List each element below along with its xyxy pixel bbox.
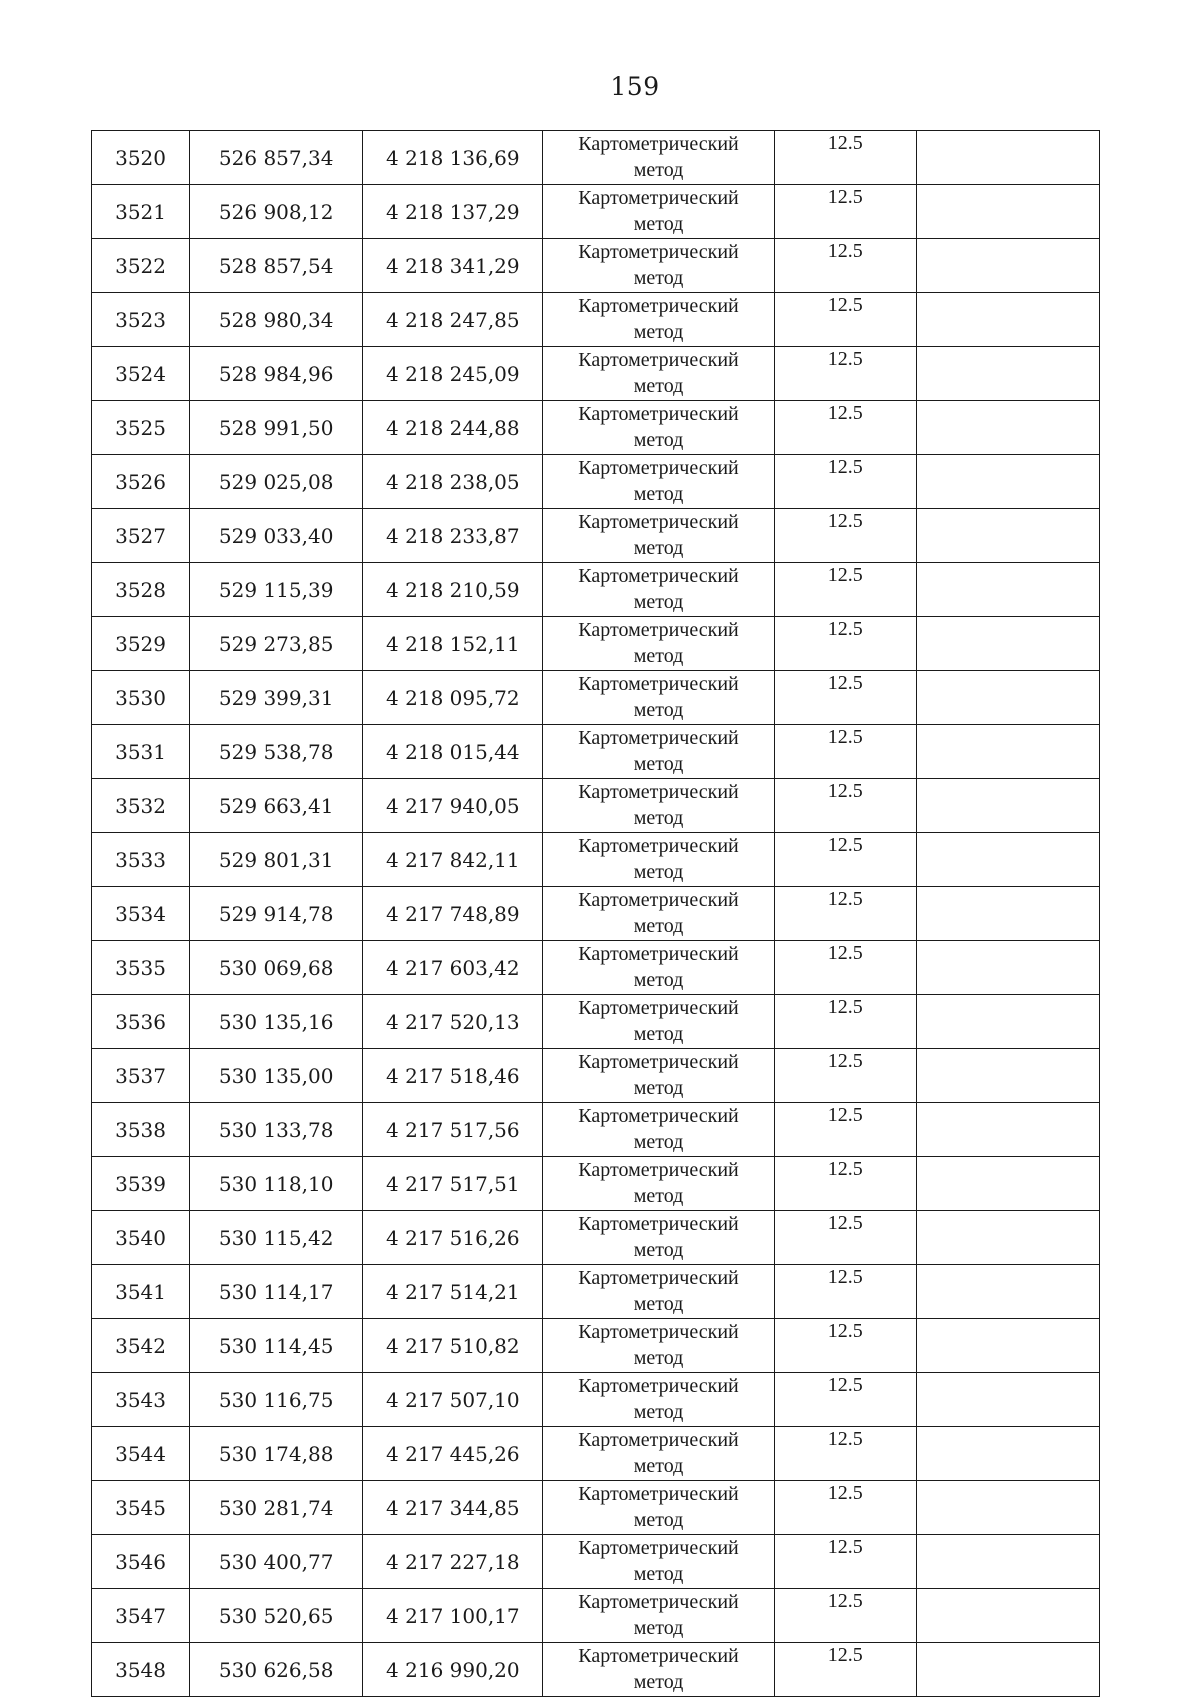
- x-coordinate-cell: 530 174,88: [190, 1427, 363, 1481]
- method-cell: [543, 887, 774, 941]
- y-coordinate-cell: 4 217 507,10: [363, 1373, 543, 1427]
- method-cell: [543, 185, 774, 239]
- page-number: 159: [610, 72, 660, 101]
- x-coordinate-cell: 529 115,39: [190, 563, 363, 617]
- table-row: [92, 617, 1100, 671]
- y-coordinate-cell: 4 218 210,59: [363, 563, 543, 617]
- method-cell: [543, 1103, 774, 1157]
- method-cell: [543, 1643, 774, 1697]
- method-cell: [543, 563, 774, 617]
- x-coordinate-cell: 529 663,41: [190, 779, 363, 833]
- y-coordinate-cell: 4 217 842,11: [363, 833, 543, 887]
- method-line-1: Картометрический: [578, 511, 739, 533]
- y-coordinate-cell: 4 217 518,46: [363, 1049, 543, 1103]
- note-cell: [916, 833, 1099, 887]
- method-line-1: Картометрический: [578, 1105, 739, 1127]
- method-cell: [543, 1049, 774, 1103]
- method-line-1: Картометрический: [578, 889, 739, 911]
- method-line-1: Картометрический: [578, 673, 739, 695]
- note-cell: [916, 1643, 1099, 1697]
- accuracy-cell: 12.5: [774, 563, 916, 617]
- table-row: [92, 671, 1100, 725]
- method-cell: [543, 239, 774, 293]
- method-line-1: Картометрический: [578, 187, 739, 209]
- table-row: [92, 779, 1100, 833]
- note-cell: [916, 995, 1099, 1049]
- point-number-cell: 3533: [92, 833, 190, 887]
- x-coordinate-cell: 529 399,31: [190, 671, 363, 725]
- y-coordinate-cell: 4 217 517,51: [363, 1157, 543, 1211]
- y-coordinate-cell: 4 218 247,85: [363, 293, 543, 347]
- x-coordinate-cell: 530 069,68: [190, 941, 363, 995]
- method-line-1: Картометрический: [578, 1429, 739, 1451]
- table-row: [92, 1427, 1100, 1481]
- y-coordinate-cell: 4 217 520,13: [363, 995, 543, 1049]
- method-cell: [543, 671, 774, 725]
- x-coordinate-cell: 526 857,34: [190, 131, 363, 185]
- accuracy-cell: 12.5: [774, 1157, 916, 1211]
- point-number-cell: 3538: [92, 1103, 190, 1157]
- table-row: [92, 941, 1100, 995]
- note-cell: [916, 1427, 1099, 1481]
- y-coordinate-cell: 4 218 238,05: [363, 455, 543, 509]
- note-cell: [916, 1535, 1099, 1589]
- point-number-cell: 3523: [92, 293, 190, 347]
- x-coordinate-cell: 530 520,65: [190, 1589, 363, 1643]
- method-line-1: Картометрический: [578, 1483, 739, 1505]
- point-number-cell: 3539: [92, 1157, 190, 1211]
- point-number-cell: 3548: [92, 1643, 190, 1697]
- note-cell: [916, 131, 1099, 185]
- method-line-1: Картометрический: [578, 457, 739, 479]
- point-number-cell: 3545: [92, 1481, 190, 1535]
- note-cell: [916, 401, 1099, 455]
- x-coordinate-cell: 530 115,42: [190, 1211, 363, 1265]
- accuracy-cell: 12.5: [774, 509, 916, 563]
- point-number-cell: 3520: [92, 131, 190, 185]
- point-number-cell: 3521: [92, 185, 190, 239]
- table-row: [92, 833, 1100, 887]
- method-cell: [543, 1211, 774, 1265]
- accuracy-cell: 12.5: [774, 1319, 916, 1373]
- table-row: [92, 1049, 1100, 1103]
- accuracy-cell: 12.5: [774, 1049, 916, 1103]
- note-cell: [916, 563, 1099, 617]
- method-line-1: Картометрический: [578, 295, 739, 317]
- accuracy-cell: 12.5: [774, 617, 916, 671]
- accuracy-cell: 12.5: [774, 293, 916, 347]
- point-number-cell: 3525: [92, 401, 190, 455]
- point-number-cell: 3526: [92, 455, 190, 509]
- x-coordinate-cell: 529 273,85: [190, 617, 363, 671]
- method-line-1: Картометрический: [578, 727, 739, 749]
- point-number-cell: 3529: [92, 617, 190, 671]
- table-row: [92, 1373, 1100, 1427]
- x-coordinate-cell: 530 118,10: [190, 1157, 363, 1211]
- method-line-1: Картометрический: [578, 133, 739, 155]
- method-line-2: метод: [633, 159, 684, 181]
- method-line-2: метод: [633, 915, 684, 937]
- method-line-1: Картометрический: [578, 1321, 739, 1343]
- table-row: [92, 1643, 1100, 1697]
- method-cell: [543, 455, 774, 509]
- note-cell: [916, 1319, 1099, 1373]
- method-line-2: метод: [633, 753, 684, 775]
- point-number-cell: 3524: [92, 347, 190, 401]
- x-coordinate-cell: 530 135,00: [190, 1049, 363, 1103]
- x-coordinate-cell: 528 984,96: [190, 347, 363, 401]
- method-cell: [543, 347, 774, 401]
- method-line-2: метод: [633, 213, 684, 235]
- point-number-cell: 3544: [92, 1427, 190, 1481]
- coordinates-table-body: [92, 131, 1100, 1697]
- method-line-2: метод: [633, 591, 684, 613]
- accuracy-cell: 12.5: [774, 995, 916, 1049]
- method-cell: [543, 509, 774, 563]
- method-line-2: метод: [633, 537, 684, 559]
- method-cell: [543, 1481, 774, 1535]
- x-coordinate-cell: 530 281,74: [190, 1481, 363, 1535]
- x-coordinate-cell: 528 980,34: [190, 293, 363, 347]
- y-coordinate-cell: 4 217 514,21: [363, 1265, 543, 1319]
- x-coordinate-cell: 530 114,45: [190, 1319, 363, 1373]
- x-coordinate-cell: 530 114,17: [190, 1265, 363, 1319]
- method-line-2: метод: [633, 1455, 684, 1477]
- y-coordinate-cell: 4 218 136,69: [363, 131, 543, 185]
- table-row: [92, 293, 1100, 347]
- table-row: [92, 1265, 1100, 1319]
- accuracy-cell: 12.5: [774, 239, 916, 293]
- accuracy-cell: 12.5: [774, 941, 916, 995]
- table-row: [92, 563, 1100, 617]
- y-coordinate-cell: 4 217 227,18: [363, 1535, 543, 1589]
- point-number-cell: 3546: [92, 1535, 190, 1589]
- y-coordinate-cell: 4 218 341,29: [363, 239, 543, 293]
- y-coordinate-cell: 4 217 516,26: [363, 1211, 543, 1265]
- x-coordinate-cell: 526 908,12: [190, 185, 363, 239]
- x-coordinate-cell: 530 133,78: [190, 1103, 363, 1157]
- accuracy-cell: 12.5: [774, 1643, 916, 1697]
- method-cell: [543, 725, 774, 779]
- y-coordinate-cell: 4 217 940,05: [363, 779, 543, 833]
- method-line-1: Картометрический: [578, 403, 739, 425]
- method-cell: [543, 1319, 774, 1373]
- point-number-cell: 3540: [92, 1211, 190, 1265]
- x-coordinate-cell: 530 135,16: [190, 995, 363, 1049]
- accuracy-cell: 12.5: [774, 1427, 916, 1481]
- method-cell: [543, 1373, 774, 1427]
- table-row: [92, 725, 1100, 779]
- method-line-2: метод: [633, 969, 684, 991]
- note-cell: [916, 347, 1099, 401]
- method-line-2: метод: [633, 1185, 684, 1207]
- note-cell: [916, 1103, 1099, 1157]
- note-cell: [916, 509, 1099, 563]
- note-cell: [916, 293, 1099, 347]
- table-row: [92, 1211, 1100, 1265]
- table-row: [92, 1157, 1100, 1211]
- note-cell: [916, 941, 1099, 995]
- method-line-2: метод: [633, 1023, 684, 1045]
- note-cell: [916, 1373, 1099, 1427]
- method-cell: [543, 1535, 774, 1589]
- table-row: [92, 1481, 1100, 1535]
- accuracy-cell: 12.5: [774, 131, 916, 185]
- method-cell: [543, 1589, 774, 1643]
- accuracy-cell: 12.5: [774, 455, 916, 509]
- method-line-1: Картометрический: [578, 349, 739, 371]
- accuracy-cell: 12.5: [774, 401, 916, 455]
- point-number-cell: 3542: [92, 1319, 190, 1373]
- method-line-2: метод: [633, 1617, 684, 1639]
- point-number-cell: 3531: [92, 725, 190, 779]
- method-line-1: Картометрический: [578, 1159, 739, 1181]
- method-line-2: метод: [633, 483, 684, 505]
- y-coordinate-cell: 4 218 245,09: [363, 347, 543, 401]
- note-cell: [916, 455, 1099, 509]
- accuracy-cell: 12.5: [774, 1481, 916, 1535]
- x-coordinate-cell: 529 033,40: [190, 509, 363, 563]
- x-coordinate-cell: 530 626,58: [190, 1643, 363, 1697]
- accuracy-cell: 12.5: [774, 1103, 916, 1157]
- point-number-cell: 3527: [92, 509, 190, 563]
- y-coordinate-cell: 4 217 100,17: [363, 1589, 543, 1643]
- table-row: [92, 1319, 1100, 1373]
- method-line-2: метод: [633, 1131, 684, 1153]
- note-cell: [916, 239, 1099, 293]
- method-line-2: метод: [633, 1563, 684, 1585]
- y-coordinate-cell: 4 218 233,87: [363, 509, 543, 563]
- method-cell: [543, 617, 774, 671]
- y-coordinate-cell: 4 218 244,88: [363, 401, 543, 455]
- table-row: [92, 1103, 1100, 1157]
- table-row: [92, 131, 1100, 185]
- table-row: [92, 185, 1100, 239]
- method-line-2: метод: [633, 861, 684, 883]
- accuracy-cell: 12.5: [774, 833, 916, 887]
- method-line-2: метод: [633, 1293, 684, 1315]
- note-cell: [916, 1481, 1099, 1535]
- accuracy-cell: 12.5: [774, 347, 916, 401]
- y-coordinate-cell: 4 216 990,20: [363, 1643, 543, 1697]
- x-coordinate-cell: 529 538,78: [190, 725, 363, 779]
- note-cell: [916, 617, 1099, 671]
- y-coordinate-cell: 4 217 445,26: [363, 1427, 543, 1481]
- method-line-1: Картометрический: [578, 1591, 739, 1613]
- accuracy-cell: 12.5: [774, 671, 916, 725]
- method-line-1: Картометрический: [578, 781, 739, 803]
- y-coordinate-cell: 4 218 137,29: [363, 185, 543, 239]
- point-number-cell: 3543: [92, 1373, 190, 1427]
- table-row: [92, 1535, 1100, 1589]
- method-line-1: Картометрический: [578, 1375, 739, 1397]
- method-cell: [543, 1265, 774, 1319]
- note-cell: [916, 779, 1099, 833]
- table-row: [92, 509, 1100, 563]
- method-cell: [543, 401, 774, 455]
- point-number-cell: 3522: [92, 239, 190, 293]
- method-line-1: Картометрический: [578, 1537, 739, 1559]
- method-cell: [543, 131, 774, 185]
- method-line-2: метод: [633, 429, 684, 451]
- method-line-2: метод: [633, 1347, 684, 1369]
- method-line-1: Картометрический: [578, 241, 739, 263]
- table-row: [92, 995, 1100, 1049]
- method-line-1: Картометрический: [578, 1267, 739, 1289]
- note-cell: [916, 1589, 1099, 1643]
- x-coordinate-cell: 530 400,77: [190, 1535, 363, 1589]
- method-cell: [543, 293, 774, 347]
- method-line-2: метод: [633, 1077, 684, 1099]
- note-cell: [916, 1265, 1099, 1319]
- method-line-1: Картометрический: [578, 943, 739, 965]
- point-number-cell: 3536: [92, 995, 190, 1049]
- point-number-cell: 3534: [92, 887, 190, 941]
- method-line-1: Картометрический: [578, 1213, 739, 1235]
- point-number-cell: 3528: [92, 563, 190, 617]
- y-coordinate-cell: 4 218 152,11: [363, 617, 543, 671]
- method-line-1: Картометрический: [578, 565, 739, 587]
- method-line-2: метод: [633, 321, 684, 343]
- x-coordinate-cell: 529 914,78: [190, 887, 363, 941]
- point-number-cell: 3535: [92, 941, 190, 995]
- note-cell: [916, 1211, 1099, 1265]
- table-row: [92, 401, 1100, 455]
- point-number-cell: 3541: [92, 1265, 190, 1319]
- x-coordinate-cell: 528 991,50: [190, 401, 363, 455]
- method-cell: [543, 779, 774, 833]
- point-number-cell: 3530: [92, 671, 190, 725]
- table-row: [92, 455, 1100, 509]
- y-coordinate-cell: 4 218 095,72: [363, 671, 543, 725]
- table-row: [92, 239, 1100, 293]
- y-coordinate-cell: 4 217 603,42: [363, 941, 543, 995]
- method-line-2: метод: [633, 375, 684, 397]
- coordinates-table: [91, 130, 1100, 1697]
- y-coordinate-cell: 4 217 510,82: [363, 1319, 543, 1373]
- y-coordinate-cell: 4 217 344,85: [363, 1481, 543, 1535]
- method-line-2: метод: [633, 1509, 684, 1531]
- accuracy-cell: 12.5: [774, 725, 916, 779]
- x-coordinate-cell: 529 801,31: [190, 833, 363, 887]
- method-line-1: Картометрический: [578, 1645, 739, 1667]
- accuracy-cell: 12.5: [774, 1589, 916, 1643]
- accuracy-cell: 12.5: [774, 1373, 916, 1427]
- note-cell: [916, 725, 1099, 779]
- method-cell: [543, 1157, 774, 1211]
- method-line-2: метод: [633, 1239, 684, 1261]
- note-cell: [916, 1157, 1099, 1211]
- method-line-2: метод: [633, 807, 684, 829]
- method-line-1: Картометрический: [578, 997, 739, 1019]
- note-cell: [916, 1049, 1099, 1103]
- table-row: [92, 347, 1100, 401]
- method-line-2: метод: [633, 645, 684, 667]
- method-line-1: Картометрический: [578, 619, 739, 641]
- method-line-2: метод: [633, 1401, 684, 1423]
- method-line-2: метод: [633, 1671, 684, 1693]
- accuracy-cell: 12.5: [774, 887, 916, 941]
- method-cell: [543, 941, 774, 995]
- accuracy-cell: 12.5: [774, 1535, 916, 1589]
- method-cell: [543, 995, 774, 1049]
- table-row: [92, 887, 1100, 941]
- x-coordinate-cell: 530 116,75: [190, 1373, 363, 1427]
- x-coordinate-cell: 528 857,54: [190, 239, 363, 293]
- note-cell: [916, 887, 1099, 941]
- y-coordinate-cell: 4 217 748,89: [363, 887, 543, 941]
- table-row: [92, 1589, 1100, 1643]
- y-coordinate-cell: 4 217 517,56: [363, 1103, 543, 1157]
- method-line-2: метод: [633, 699, 684, 721]
- point-number-cell: 3537: [92, 1049, 190, 1103]
- y-coordinate-cell: 4 218 015,44: [363, 725, 543, 779]
- note-cell: [916, 671, 1099, 725]
- accuracy-cell: 12.5: [774, 779, 916, 833]
- method-cell: [543, 833, 774, 887]
- method-line-2: метод: [633, 267, 684, 289]
- accuracy-cell: 12.5: [774, 185, 916, 239]
- note-cell: [916, 185, 1099, 239]
- x-coordinate-cell: 529 025,08: [190, 455, 363, 509]
- point-number-cell: 3532: [92, 779, 190, 833]
- method-line-1: Картометрический: [578, 835, 739, 857]
- method-cell: [543, 1427, 774, 1481]
- accuracy-cell: 12.5: [774, 1211, 916, 1265]
- accuracy-cell: 12.5: [774, 1265, 916, 1319]
- point-number-cell: 3547: [92, 1589, 190, 1643]
- method-line-1: Картометрический: [578, 1051, 739, 1073]
